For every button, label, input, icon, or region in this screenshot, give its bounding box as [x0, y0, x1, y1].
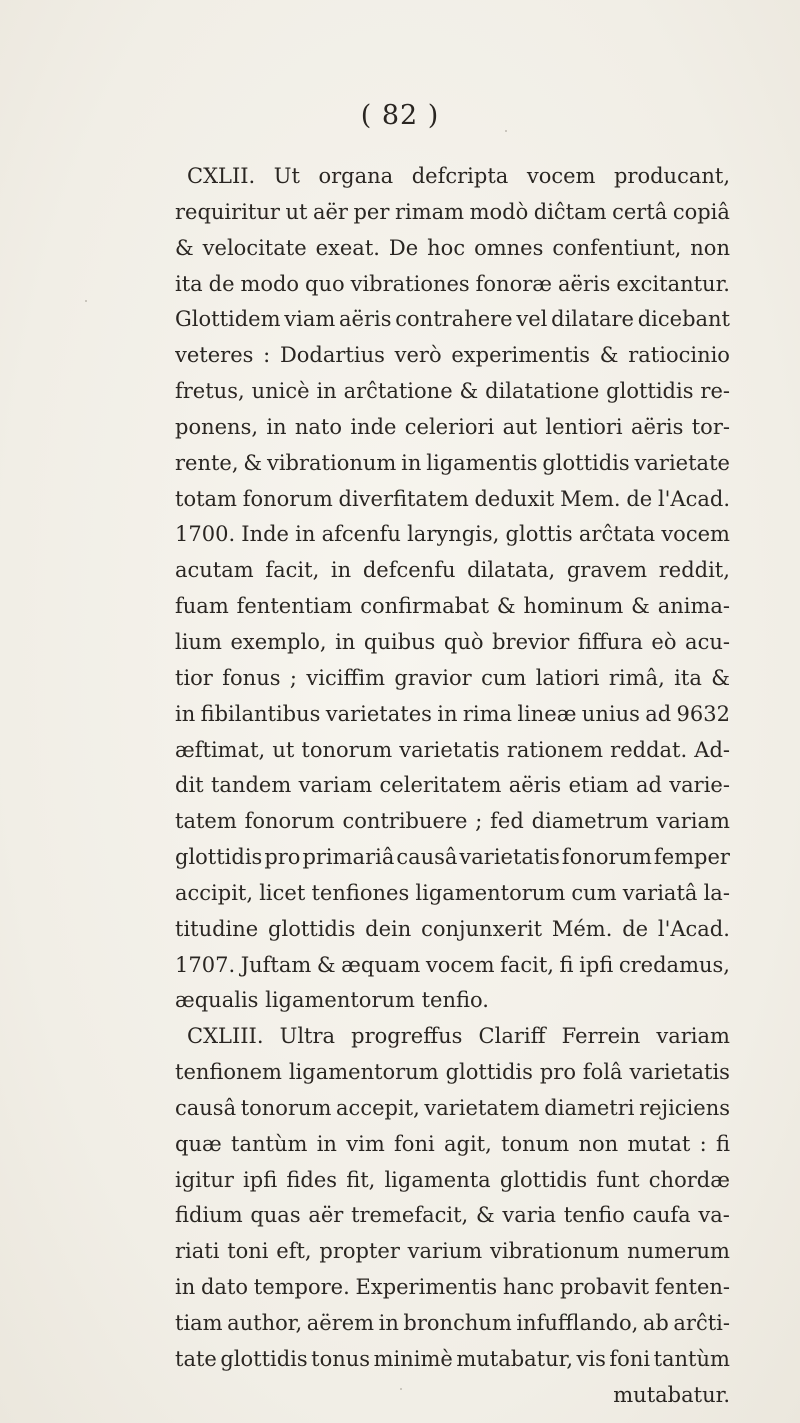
text-line: totam fonorum diverfitatem deduxit Mem. de l'Acad.: [175, 486, 730, 511]
text-line: veteres : Dodartius verò experimentis & ratiocinio: [175, 343, 730, 368]
text-line: fuam fententiam confirmabat & hominum & anima-: [175, 594, 730, 619]
text-line: acutam facit, in defcenfu dilatata, gravem reddit,: [175, 558, 730, 583]
text-line: dit tandem variam celeritatem aëris etiam ad varie-: [175, 773, 730, 798]
text-line: tatem fonorum contribuere ; fed diametrum variam: [175, 809, 730, 834]
paper-fleck: [400, 1388, 402, 1390]
text-line: fretus, unicè in arĉtatione & dilatatione glottidis re-: [175, 379, 730, 404]
text-line: ita de modo quo vibrationes fonoræ aëris excitantur.: [175, 271, 730, 296]
body-text: [175, 159, 730, 1414]
text-line: accipit, licet tenfiones ligamentorum cum variatâ la-: [175, 880, 730, 905]
text-line: & velocitate exeat. De hoc omnes confentiunt, non: [175, 235, 730, 260]
text-line: Glottidem viam aëris contrahere vel dilatare dicebant: [175, 307, 730, 332]
text-line: 1700. Inde in afcenfu laryngis, glottis arĉtata vocem: [175, 522, 730, 547]
text-line: 1707. Juftam & æquam vocem facit, fi ipfi credamus,: [175, 952, 730, 977]
text-line: riati toni eft, propter varium vibrationum numerum: [175, 1239, 730, 1264]
text-line: lium exemplo, in quibus quò brevior fiffura eò acu-: [175, 629, 730, 654]
text-line: titudine glottidis dein conjunxerit Mém. de l'Acad.: [175, 916, 730, 941]
page-number: ( 82 ): [360, 100, 440, 131]
paper-fleck: [85, 300, 87, 302]
text-line: tenfionem ligamentorum glottidis pro folâ varietatis: [175, 1060, 730, 1085]
text-line: mutabatur.: [613, 1382, 730, 1407]
text-line: tate glottidis tonus minimè mutabatur, vis foni tantùm: [175, 1346, 730, 1371]
text-line: igitur ipfi fides fit, ligamenta glottidis funt chordæ: [175, 1167, 730, 1192]
text-line: æqualis ligamentorum tenfio.: [175, 988, 489, 1013]
text-line: tiam author, aërem in bronchum infufflando, ab arĉti-: [175, 1311, 730, 1335]
text-line: causâ tonorum accepit, varietatem diametri rejiciens: [175, 1095, 730, 1120]
text-line: ponens, in nato inde celeriori aut lentiori aëris tor-: [175, 414, 730, 439]
text-line: CXLII. Ut organa defcripta vocem producant,: [187, 164, 730, 188]
paper-fleck: [505, 130, 507, 132]
text-line: glottidis pro primariâ causâ varietatis fonorum femper: [175, 845, 730, 870]
text-line: rente, & vibrationum in ligamentis glottidis varietate: [175, 450, 730, 475]
text-line: tior fonus ; viciffim gravior cum latiori rimâ, ita &: [175, 665, 730, 690]
text-line: quæ tantùm in vim foni agit, tonum non mutat : fi: [175, 1131, 730, 1156]
text-line: CXLIII. Ultra progreffus Clariff Ferrein variam: [187, 1024, 730, 1049]
text-line: requiritur ut aër per rimam modò diĉtam certâ copiâ: [175, 199, 730, 224]
text-line: fidium quas aër tremefacit, & varia tenfio caufa va-: [175, 1203, 730, 1228]
text-line: in fibilantibus varietates in rima lineæ unius ad 9632: [175, 701, 730, 726]
text-line: æftimat, ut tonorum varietatis rationem reddat. Ad-: [175, 737, 730, 762]
text-line: in dato tempore. Experimentis hanc probavit fenten-: [175, 1275, 730, 1300]
